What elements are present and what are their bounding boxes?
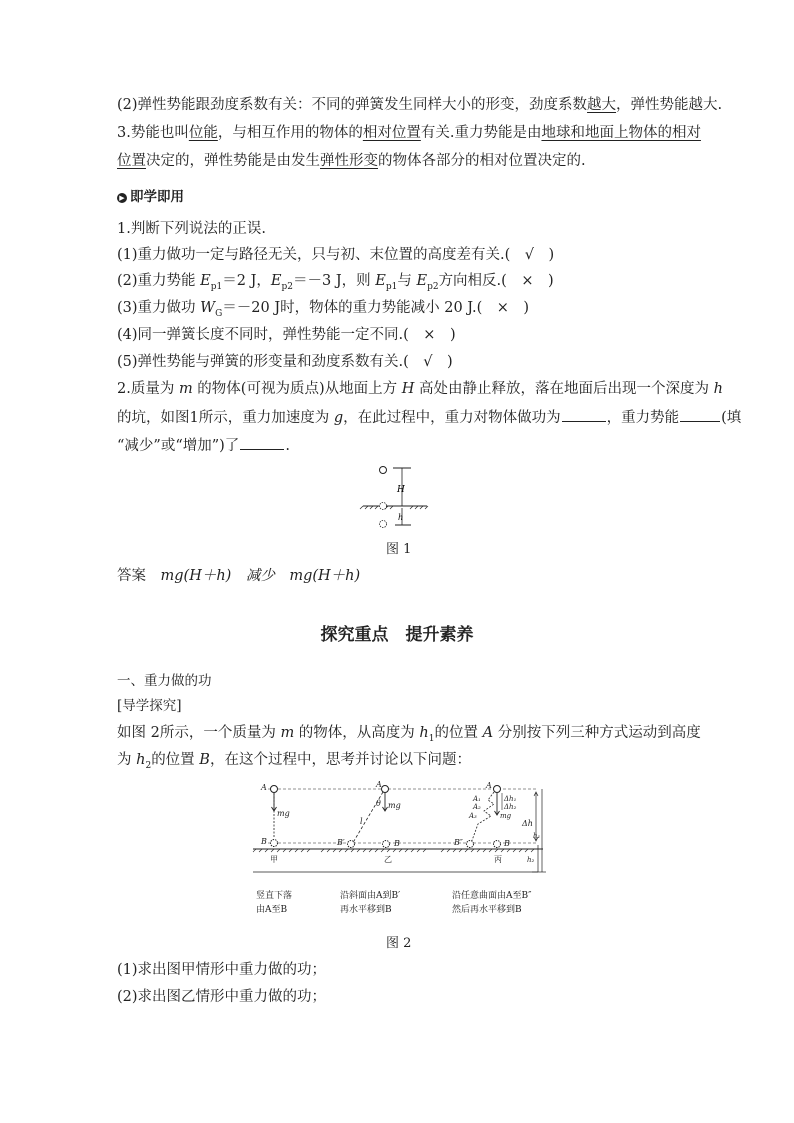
underlined-answer: 相对位置: [362, 125, 421, 141]
ball-top: [380, 467, 387, 474]
svg-text:A₁: A₁: [473, 795, 481, 803]
svg-text:Δh: Δh: [522, 819, 533, 828]
statement-1: (1)重力做功一定与路径无关，只与初、末位置的高度差有关.( √ ): [117, 247, 555, 263]
svg-text:h₁: h₁: [533, 832, 541, 840]
text: 决定的，弹性势能是由发生: [146, 153, 320, 169]
text: ，与相互作用的物体的: [217, 125, 363, 141]
text: 3.势能也叫: [117, 125, 189, 141]
svg-text:沿任意曲面由A至B″: 沿任意曲面由A至B″: [452, 891, 532, 901]
underlined-answer: 位置: [117, 153, 146, 169]
ball-bp-yi: [348, 841, 355, 848]
svg-text:B′: B′: [337, 838, 345, 847]
svg-text:B″: B″: [454, 838, 463, 847]
svg-text:θ: θ: [376, 799, 381, 808]
statement-4: (4)同一弹簧长度不同时，弹性势能一定不同.( × ): [117, 327, 456, 343]
svg-text:Δh₁: Δh₁: [504, 795, 517, 803]
ball-bpp-bing: [467, 841, 474, 848]
svg-text:l: l: [360, 817, 363, 826]
text-line: [117, 151, 586, 171]
section-label-quick: ▶ 即学即用: [117, 187, 184, 207]
answer-blank: [240, 435, 284, 450]
ball-b-yi: [383, 841, 390, 848]
answer-blank: [562, 407, 606, 422]
underlined-answer: 位能: [188, 125, 218, 141]
svg-text:A₃: A₃: [469, 812, 477, 820]
play-icon: ▶: [117, 193, 127, 203]
subsection-title: 一、重力做的功: [117, 673, 212, 689]
discussion-question-2: (2)求出图乙情形中重力做的功；: [117, 989, 327, 1005]
underlined-answer: 地球和地面上物体的相对: [541, 125, 701, 141]
intro-line-2: 为 $h_2$的位置 B，在这个过程中，思考并讨论以下问题：: [117, 752, 471, 771]
figure-1: [355, 462, 445, 530]
underlined-answer: 弹性形变: [320, 153, 378, 169]
text-line: [117, 123, 701, 143]
svg-text:B: B: [504, 839, 510, 848]
svg-text:A: A: [376, 780, 382, 789]
ball-a-bing: [494, 786, 501, 793]
svg-text:B: B: [261, 837, 267, 846]
ball-pit: [380, 521, 387, 528]
intro-line-1: 如图 2所示，一个质量为 m 的物体，从高度为 $h_1$的位置 A 分别按下列三种方式运动到高度: [117, 725, 701, 744]
svg-text:A: A: [261, 783, 267, 792]
ball-ground: [380, 503, 387, 510]
svg-text:然后再水平移到B: 然后再水平移到B: [452, 905, 522, 915]
ball-a-yi: [382, 786, 389, 793]
svg-text:沿斜面由A到B′: 沿斜面由A到B′: [340, 891, 401, 901]
discussion-question-1: (1)求出图甲情形中重力做的功；: [117, 962, 327, 978]
svg-text:mg: mg: [500, 812, 512, 820]
svg-text:丙: 丙: [494, 855, 502, 864]
figure-2-caption: 图 2: [386, 936, 412, 951]
question-2-line-2: 的坑，如图1所示，重力加速度为 g，在此过程中，重力对物体做功为 ，重力势能 (填: [117, 407, 741, 428]
section-heading: 探究重点 提升素养: [320, 625, 474, 645]
statement-3: (3)重力做功 $W_G=-20$ J时，物体的重力势能减小 20 J.( × ): [117, 300, 530, 319]
question-2-line-1: 2.质量为 m 的物体(可视为质点)从地面上方 H 高处由静止释放，落在地面后出现一个深度为 h: [117, 381, 723, 397]
svg-text:B: B: [394, 839, 400, 848]
question-2-line-3: “减少”或“增加”)了 .: [117, 435, 290, 456]
label-h: h: [398, 513, 404, 522]
svg-text:由A至B: 由A至B: [256, 905, 288, 915]
svg-text:mg: mg: [277, 809, 290, 818]
answer-line: [117, 566, 360, 586]
text: 的物体各部分的相对位置决定的.: [378, 153, 586, 169]
question-1: 1.判断下列说法的正误.: [117, 221, 266, 237]
svg-text:Δh₂: Δh₂: [504, 803, 517, 811]
svg-text:h₂: h₂: [527, 856, 535, 864]
svg-text:A: A: [486, 781, 492, 790]
svg-text:mg: mg: [388, 801, 401, 810]
label-H: H: [397, 485, 405, 495]
text: 有关.重力势能是由: [420, 125, 542, 141]
ball-a-jia: [271, 786, 278, 793]
text: ，弹性势能越大.: [616, 97, 723, 113]
svg-text:乙: 乙: [384, 855, 392, 864]
statement-2: (2)重力势能 $E_{p1}=2$ J，$E_{p2}=-3$ J，则 $E_{p1}$与 $E_{p2}$方向相反.( × ): [117, 273, 554, 292]
svg-text:再水平移到B: 再水平移到B: [340, 905, 392, 915]
statement-5: (5)弹性势能与弹簧的形变量和劲度系数有关.( √ ): [117, 354, 453, 370]
ball-b-bing: [494, 841, 501, 848]
answer-text: mg(H＋h) 减少 mg(H＋h): [160, 568, 361, 584]
underlined-answer: 越大: [587, 97, 617, 113]
text: (2)弹性势能跟劲度系数有关：不同的弹簧发生同样大小的形变，劲度系数: [117, 97, 588, 113]
svg-text:A₂: A₂: [473, 803, 481, 811]
answer-blank: [680, 407, 720, 422]
svg-text:甲: 甲: [270, 855, 278, 864]
text-line: [117, 95, 722, 115]
answer-label: 答案: [117, 568, 146, 584]
figure-1-caption: 图 1: [386, 542, 412, 557]
svg-text:竖直下落: 竖直下落: [256, 891, 293, 901]
ball-b-jia: [271, 840, 278, 847]
guide-label: [导学探究]: [117, 698, 182, 714]
figure-2: [248, 780, 558, 926]
